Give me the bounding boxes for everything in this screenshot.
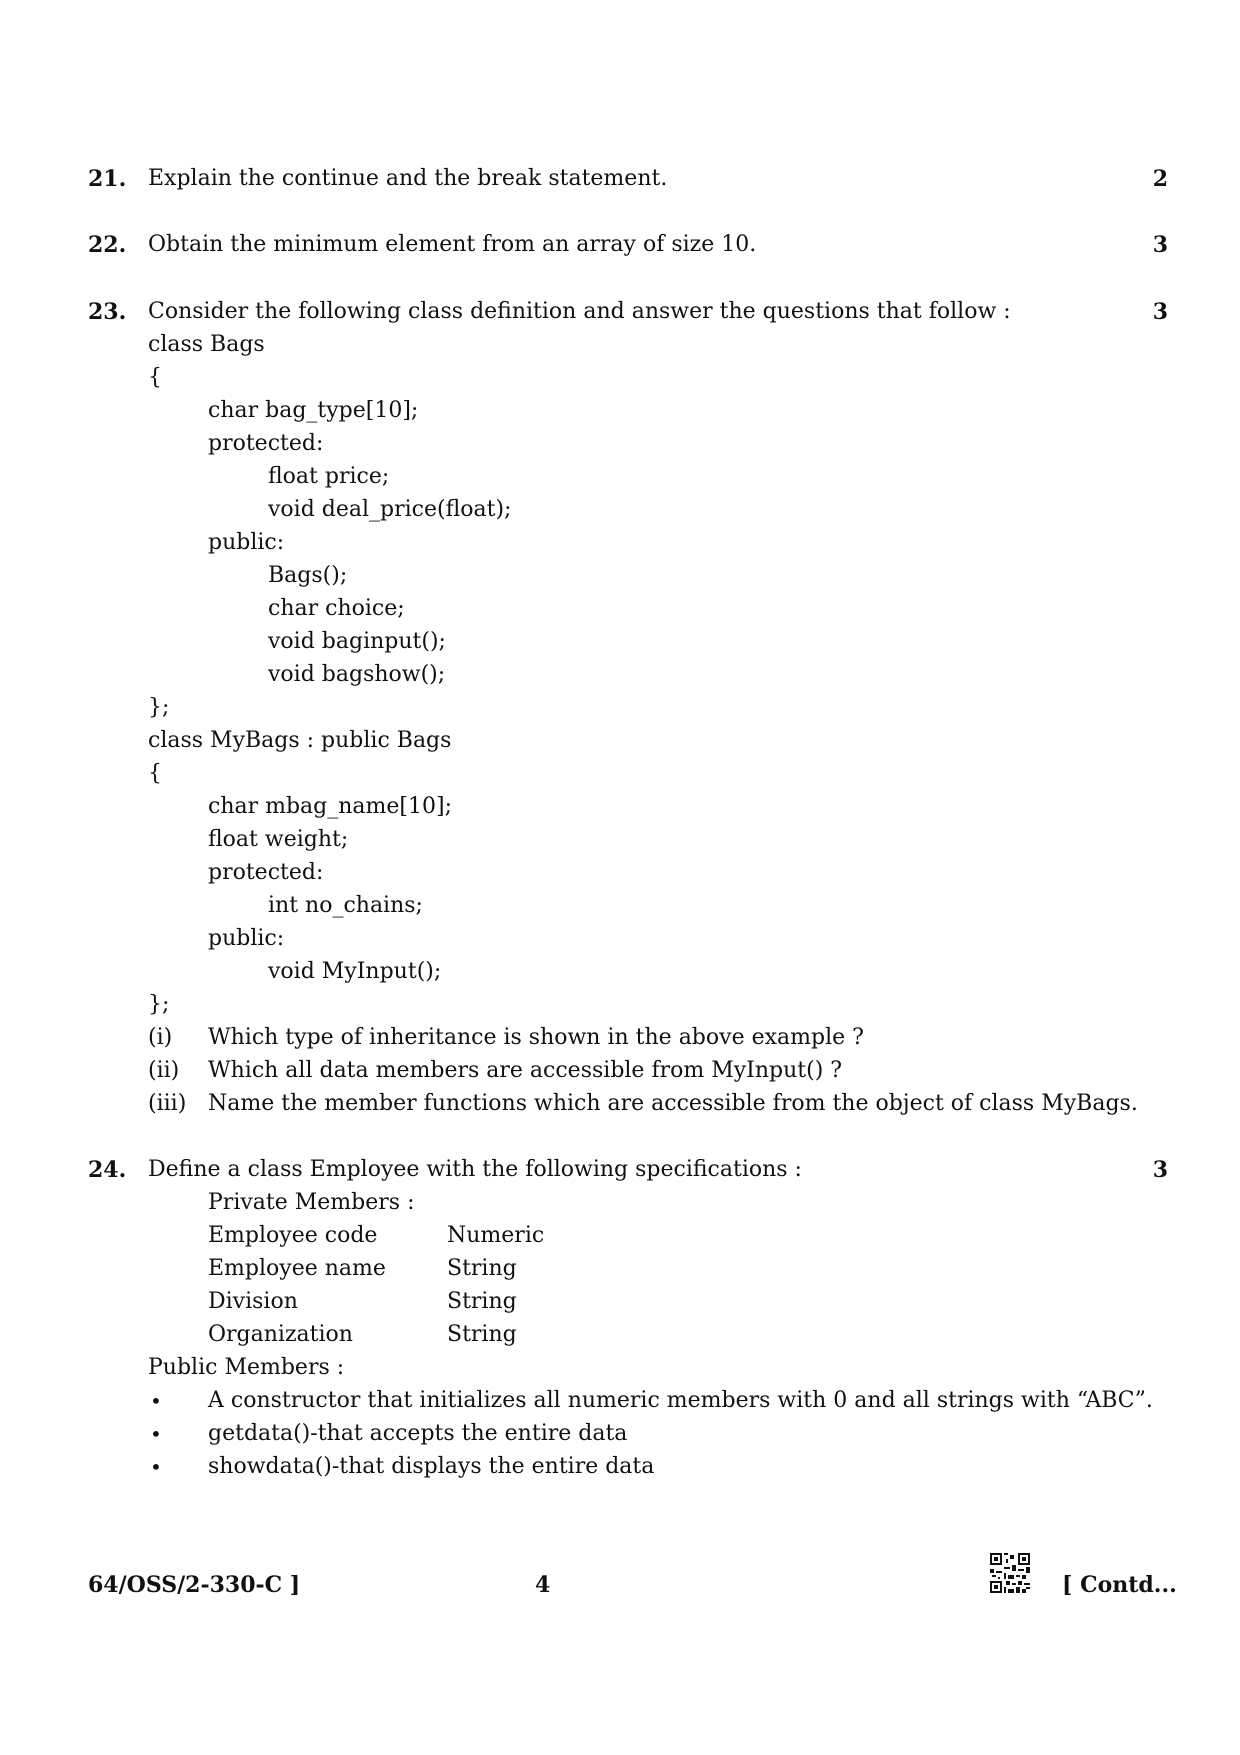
question-text: Define a class Employee with the following specifications : bbox=[148, 1157, 802, 1182]
question-number: 22. bbox=[88, 232, 127, 258]
bullet-text: getdata()-that accepts the entire data bbox=[208, 1421, 628, 1446]
member-type: String bbox=[447, 1322, 517, 1347]
question-number: 23. bbox=[88, 299, 127, 325]
code-line: { bbox=[148, 365, 162, 390]
member-name: Employee name bbox=[208, 1256, 386, 1281]
code-line: float weight; bbox=[208, 827, 349, 852]
code-line: }; bbox=[148, 695, 170, 720]
member-name: Organization bbox=[208, 1322, 353, 1347]
subquestion-label: (iii) bbox=[148, 1091, 187, 1116]
question-text: Explain the continue and the break statement. bbox=[148, 166, 668, 191]
code-line: Bags(); bbox=[268, 563, 348, 588]
code-line: void deal_price(float); bbox=[268, 497, 512, 522]
member-type: String bbox=[447, 1289, 517, 1314]
question-text: Consider the following class definition and answer the questions that follow : bbox=[148, 299, 1011, 324]
public-members-heading: Public Members : bbox=[148, 1355, 345, 1380]
code-line: char mbag_name[10]; bbox=[208, 794, 452, 819]
page-number: 4 bbox=[535, 1572, 551, 1598]
private-members-heading: Private Members : bbox=[208, 1190, 415, 1215]
subquestion-text: Which type of inheritance is shown in the above example ? bbox=[208, 1025, 864, 1050]
question-number: 21. bbox=[88, 166, 127, 192]
member-name: Employee code bbox=[208, 1223, 378, 1248]
code-line: public: bbox=[208, 926, 285, 951]
code-line: void MyInput(); bbox=[268, 959, 442, 984]
paper-code: 64/OSS/2-330-C ] bbox=[88, 1572, 301, 1598]
code-line: void baginput(); bbox=[268, 629, 446, 654]
bullet-text: A constructor that initializes all numeric members with 0 and all strings with “ABC”. bbox=[208, 1388, 1153, 1413]
member-name: Division bbox=[208, 1289, 298, 1314]
code-line: char bag_type[10]; bbox=[208, 398, 419, 423]
question-number: 24. bbox=[88, 1157, 127, 1183]
bullet-text: showdata()-that displays the entire data bbox=[208, 1454, 655, 1479]
subquestion-text: Name the member functions which are accessible from the object of class MyBags. bbox=[208, 1091, 1138, 1116]
member-type: String bbox=[447, 1256, 517, 1281]
qr-code-icon bbox=[990, 1553, 1030, 1593]
bullet-icon: • bbox=[150, 1455, 162, 1479]
code-line: protected: bbox=[208, 860, 324, 885]
code-line: { bbox=[148, 761, 162, 786]
question-marks: 3 bbox=[1152, 1157, 1168, 1183]
question-text: Obtain the minimum element from an array of size 10. bbox=[148, 232, 757, 257]
bullet-icon: • bbox=[150, 1389, 162, 1413]
code-line: class Bags bbox=[148, 332, 265, 357]
subquestion-label: (i) bbox=[148, 1025, 173, 1050]
continued-label: [ Contd... bbox=[1062, 1572, 1177, 1598]
question-marks: 3 bbox=[1152, 299, 1168, 325]
code-line: }; bbox=[148, 992, 170, 1017]
code-line: protected: bbox=[208, 431, 324, 456]
code-line: float price; bbox=[268, 464, 390, 489]
code-line: int no_chains; bbox=[268, 893, 423, 918]
code-line: class MyBags : public Bags bbox=[148, 728, 452, 753]
code-line: public: bbox=[208, 530, 285, 555]
subquestion-text: Which all data members are accessible from MyInput() ? bbox=[208, 1058, 843, 1083]
question-marks: 2 bbox=[1152, 166, 1168, 192]
code-line: void bagshow(); bbox=[268, 662, 446, 687]
bullet-icon: • bbox=[150, 1422, 162, 1446]
subquestion-label: (ii) bbox=[148, 1058, 180, 1083]
code-line: char choice; bbox=[268, 596, 405, 621]
member-type: Numeric bbox=[447, 1223, 545, 1248]
question-marks: 3 bbox=[1152, 232, 1168, 258]
